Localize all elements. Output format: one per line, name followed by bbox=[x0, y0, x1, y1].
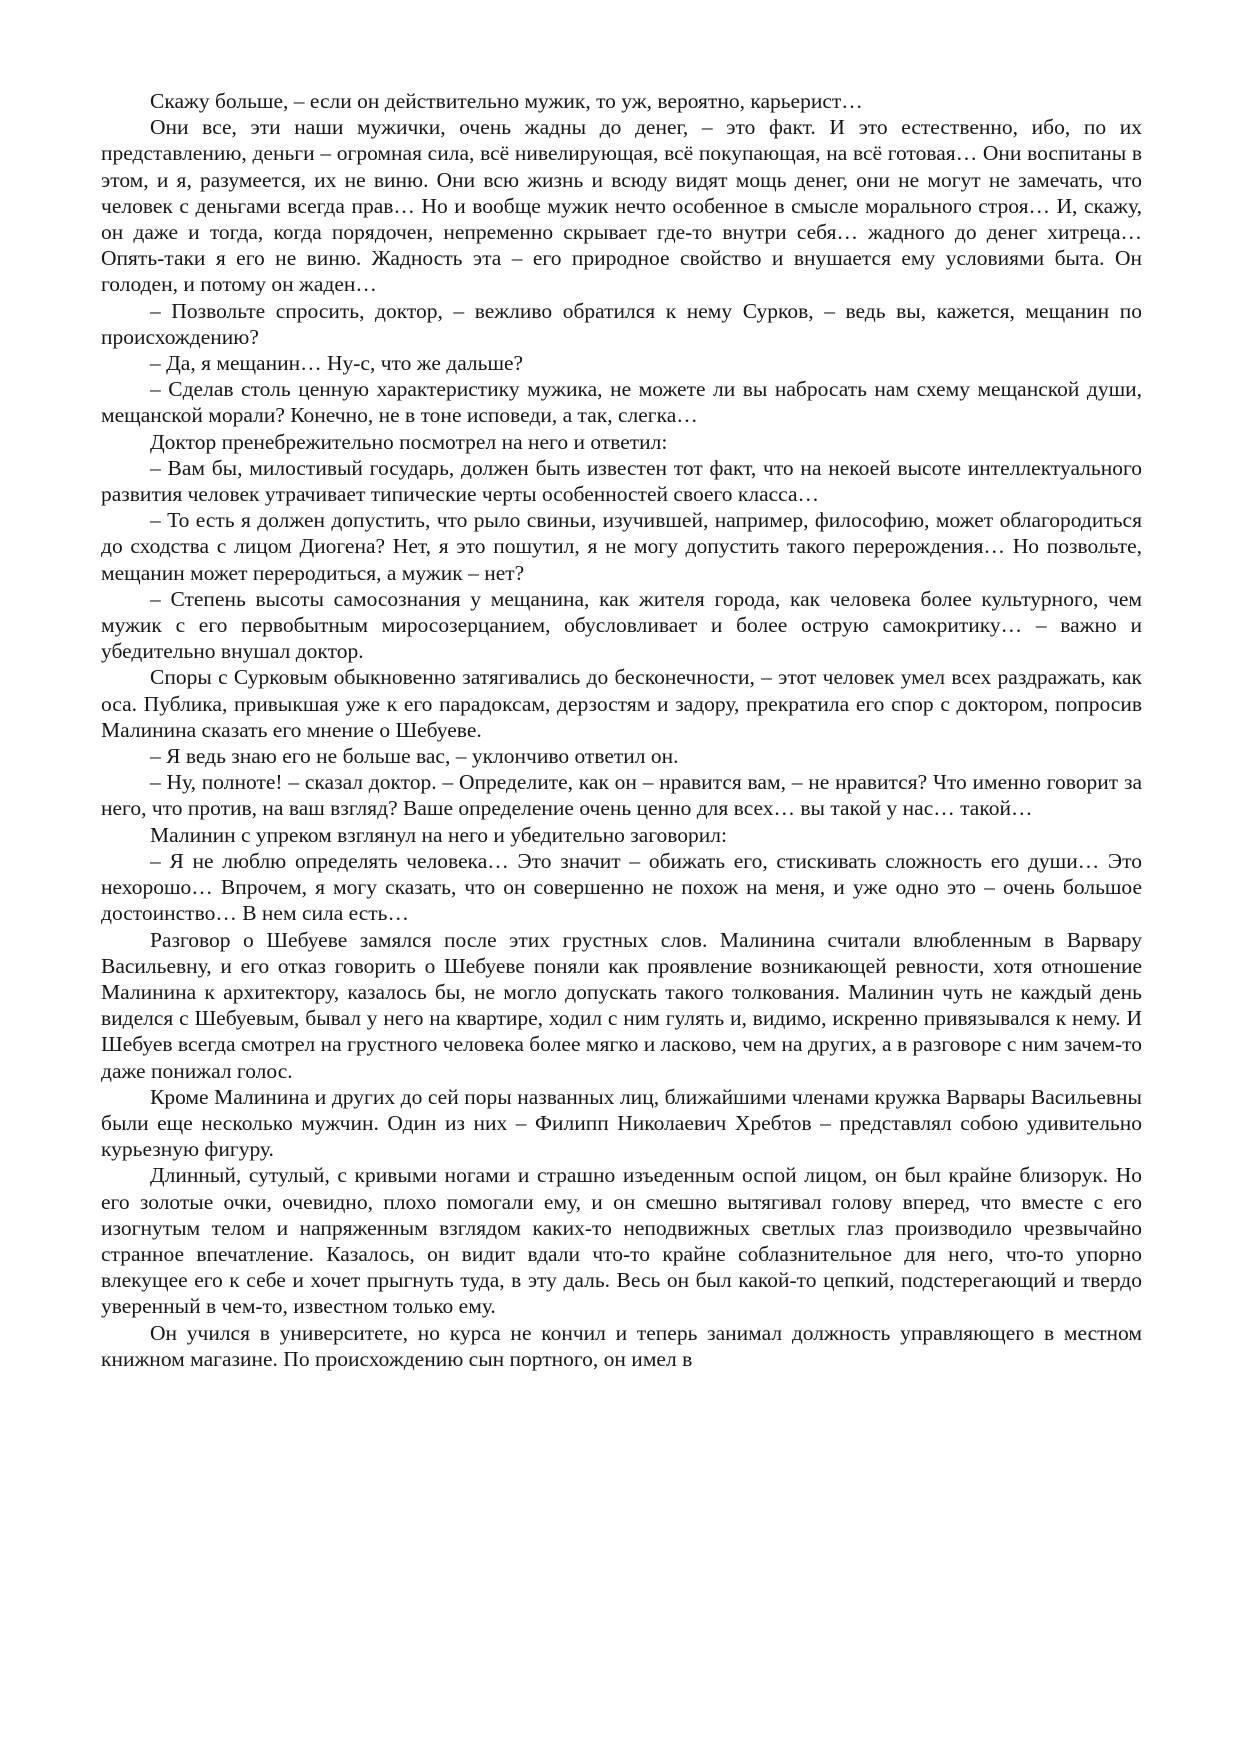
paragraph: Споры с Сурковым обыкновенно затягивались до бесконечности, – этот человек умел всех раздражать, как оса. Публика, привыкшая уже к его парадоксам, дерзостям и задору, прекратила его спор с доктором, попросив Малинина сказать его мнение о Шебуеве. bbox=[101, 665, 1142, 742]
paragraph: – Степень высоты самосознания у мещанина, как жителя города, как человека более культурного, чем мужик с его первобытным миросозерцанием, обусловливает и более острую самокритику… – важно и убедительно внушал доктор. bbox=[101, 586, 1142, 664]
paragraph: Они все, эти наши мужички, очень жадны до денег, – это факт. И это естественно, ибо, по их представлению, деньги – огромная сила, всё нивелирующая, всё покупающая, на всё готовая… Они воспитаны в этом, и я, разумеется, их не виню. Они всю жизнь и всюду видят мощь денег, они не могут не замечать, что человек с деньгами всегда прав… Но и вообще мужик нечто особенное в смысле морального строя… И, скажу, он даже и тогда, когда порядочен, непременно скрывает где-то внутри себя… жадного до денег хитреца… Опять-таки я его не виню. Жадность эта – его природное свойство и внушается ему условиями быта. Он голоден, и потому он жаден… bbox=[101, 115, 1142, 297]
paragraph: – Я ведь знаю его не больше вас, – уклончиво ответил он. bbox=[150, 744, 679, 769]
paragraph: Малинин с упреком взглянул на него и убедительно заговорил: bbox=[150, 822, 727, 847]
paragraph: – Сделав столь ценную характеристику мужика, не можете ли вы набросать нам схему мещанской души, мещанской морали? Конечно, не в тоне исповеди, а так, слегка… bbox=[101, 377, 1142, 428]
paragraph: Разговор о Шебуеве замялся после этих грустных слов. Малинина считали влюбленным в Варвару Васильевну, и его отказ говорить о Шебуеве поняли как проявление возникающей ревности, хотя отношение Малинина к архитектору, казалось бы, не могло допускать такого толкования. Малинин чуть не каждый день виделся с Шебуевым, бывал у него на квартире, ходил с ним гулять и, видимо, искренно привязывался к нему. И Шебуев всегда смотрел на грустного человека более мягко и ласково, чем на других, а в разговоре с ним зачем-то даже понижал голос. bbox=[101, 927, 1142, 1083]
paragraph: Длинный, сутулый, с кривыми ногами и страшно изъеденным оспой лицом, он был крайне близорук. Но его золотые очки, очевидно, плохо помогали ему, и он смешно вытягивал голову вперед, что вместе с его изогнутым телом и напряженным взглядом каких-то неподвижных светлых глаз производило чрезвычайно странное впечатление. Казалось, он видит вдали что-то крайне соблазнительное для него, что-то упорно влекущее его к себе и хочет прыгнуть туда, в эту даль. Весь он был какой-то цепкий, подстерегающий и твердо уверенный в чем-то, известном только ему. bbox=[101, 1163, 1142, 1319]
paragraph: – Позвольте спросить, доктор, – вежливо обратился к нему Сурков, – ведь вы, кажется, мещанин по происхождению? bbox=[101, 298, 1142, 349]
text-content bbox=[101, 88, 1142, 1372]
paragraph: – То есть я должен допустить, что рыло свиньи, изучившей, например, философию, может облагородиться до сходства с лицом Диогена? Нет, я это пошутил, я не могу допустить такого перерождения… Но позвольте, мещанин может переродиться, а мужик – нет? bbox=[101, 508, 1142, 585]
paragraph: – Я не люблю определять человека… Это значит – обижать его, стискивать сложность его души… Это нехорошо… Впрочем, я могу сказать, что он совершенно не похож на меня, и уже одно это – очень большое достоинство… В нем сила есть… bbox=[101, 848, 1142, 926]
paragraph: Скажу больше, – если он действительно мужик, то уж, вероятно, карьерист… bbox=[150, 89, 863, 113]
paragraph: – Да, я мещанин… Ну-с, что же дальше? bbox=[150, 351, 524, 376]
paragraph: – Вам бы, милостивый государь, должен быть известен тот факт, что на некоей высоте интеллектуального развития человек утрачивает типические черты особенностей своего класса… bbox=[101, 455, 1142, 507]
paragraph: – Ну, полноте! – сказал доктор. – Определите, как он – нравится вам, – не нравится? Что именно говорит за него, что против, на ваш взгляд? Ваше определение очень ценно для всех… вы такой у нас… такой… bbox=[101, 770, 1142, 821]
paragraph: Кроме Малинина и других до сей поры названных лиц, ближайшими членами кружка Варвары Васильевны были еще несколько мужчин. Один из них – Филипп Николаевич Хребтов – представлял собою удивительно курьезную фигуру. bbox=[101, 1084, 1142, 1162]
paragraph: Доктор пренебрежительно посмотрел на него и ответил: bbox=[150, 429, 668, 454]
paragraph: Он учился в университете, но курса не кончил и теперь занимал должность управляющего в местном книжном магазине. По происхождению сын портного, он имел в bbox=[101, 1320, 1142, 1371]
